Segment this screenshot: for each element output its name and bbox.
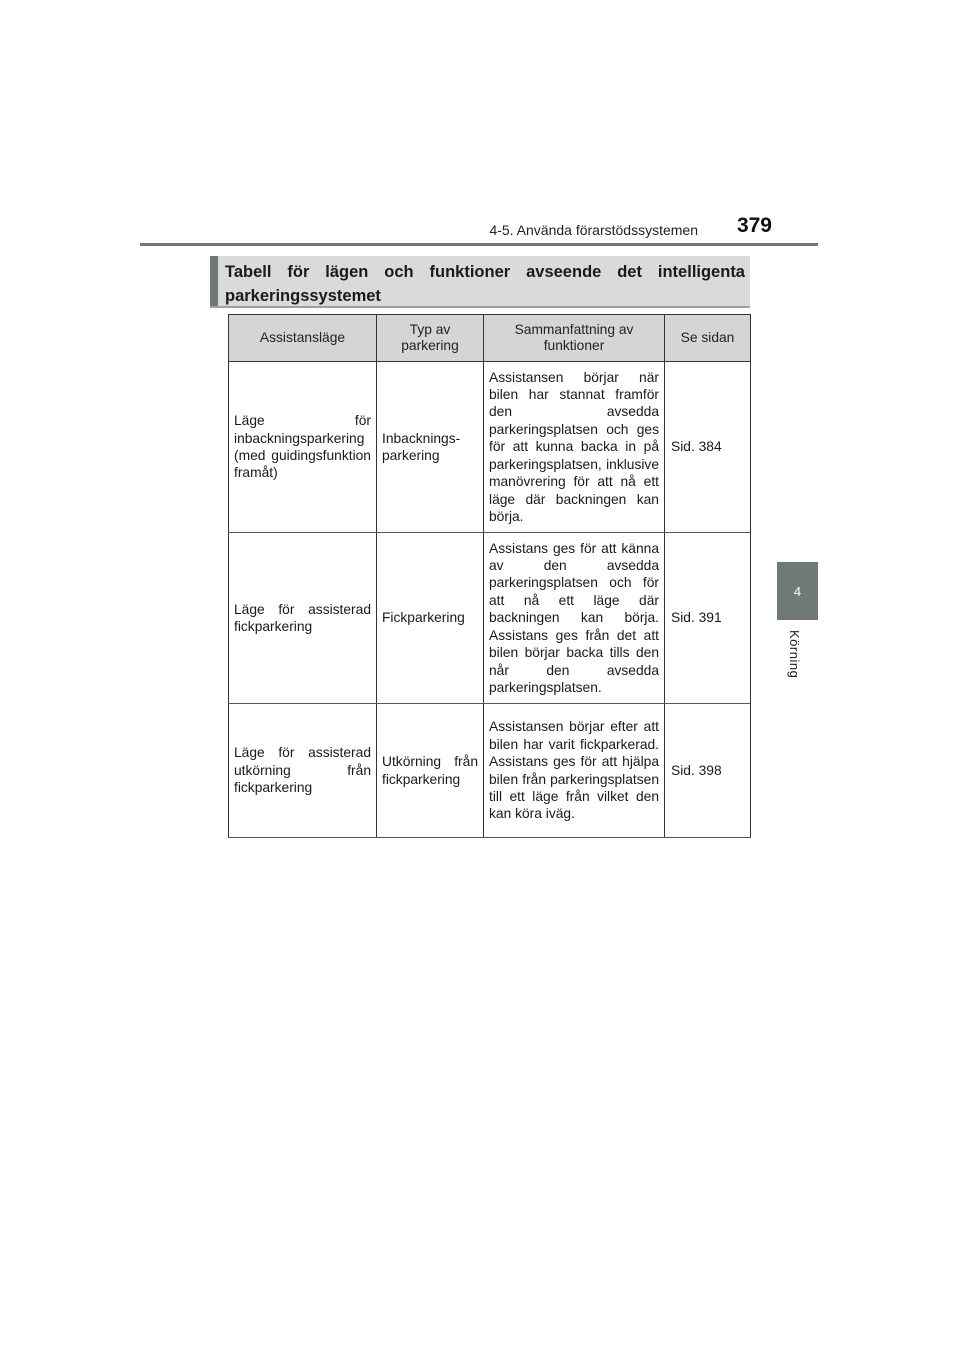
summary-cell: Assistans ges för att känna av den avsedda parkeringsplatsen och för att nå ett läge där backningen kan börja. Assistans ges från det att bilen börjar backa tills den når den avsedda parkeringsplatsen. xyxy=(484,533,665,704)
type-cell: Utkörning från fickparkering xyxy=(377,704,484,838)
page-ref-cell: Sid. 398 xyxy=(665,704,751,838)
mode-cell: Läge för inbackningsparkering (med guidingsfunktion framåt) xyxy=(229,362,377,533)
table-row xyxy=(229,362,751,533)
page-ref-cell: Sid. 391 xyxy=(665,533,751,704)
summary-cell: Assistansen börjar efter att bilen har varit fickparkerad. Assistans ges för att hjälpa bilen från parkeringsplatsen till ett läge från vilket den kan köra iväg. xyxy=(484,704,665,838)
table-header-row xyxy=(229,315,751,362)
chapter-number: 4 xyxy=(793,583,802,599)
assist-mode-table xyxy=(228,314,751,838)
column-header-page: Se sidan xyxy=(665,315,751,362)
header-rule xyxy=(140,243,818,246)
column-header-type: Typ av parkering xyxy=(377,315,484,362)
column-header-summary: Sammanfattning av funktioner xyxy=(484,315,665,362)
heading-text: Tabell för lägen och funktioner avseende det intelligenta parkeringssystemet xyxy=(225,263,745,305)
mode-cell: Läge för assisterad fickparkering xyxy=(229,533,377,704)
table-row xyxy=(229,704,751,838)
section-heading xyxy=(210,256,750,308)
summary-cell: Assistansen börjar när bilen har stannat framför den avsedda parkeringsplatsen och ges för att kunna backa in på parkeringsplatsen, inklusive manövrering för att nå ett läge där backningen kan börja. xyxy=(484,362,665,533)
type-cell: Fickparkering xyxy=(377,533,484,704)
chapter-tab xyxy=(777,562,818,620)
heading-accent-bar xyxy=(210,256,218,306)
mode-cell: Läge för assisterad utkörning från fickparkering xyxy=(229,704,377,838)
chapter-title: Körning xyxy=(787,630,802,679)
running-head xyxy=(140,214,818,242)
type-cell: Inbacknings-parkering xyxy=(377,362,484,533)
section-title: 4-5. Använda förarstödssystemen xyxy=(489,222,698,238)
table-row xyxy=(229,533,751,704)
page-ref-cell: Sid. 384 xyxy=(665,362,751,533)
page-number: 379 xyxy=(736,214,772,237)
column-header-mode: Assistansläge xyxy=(229,315,377,362)
